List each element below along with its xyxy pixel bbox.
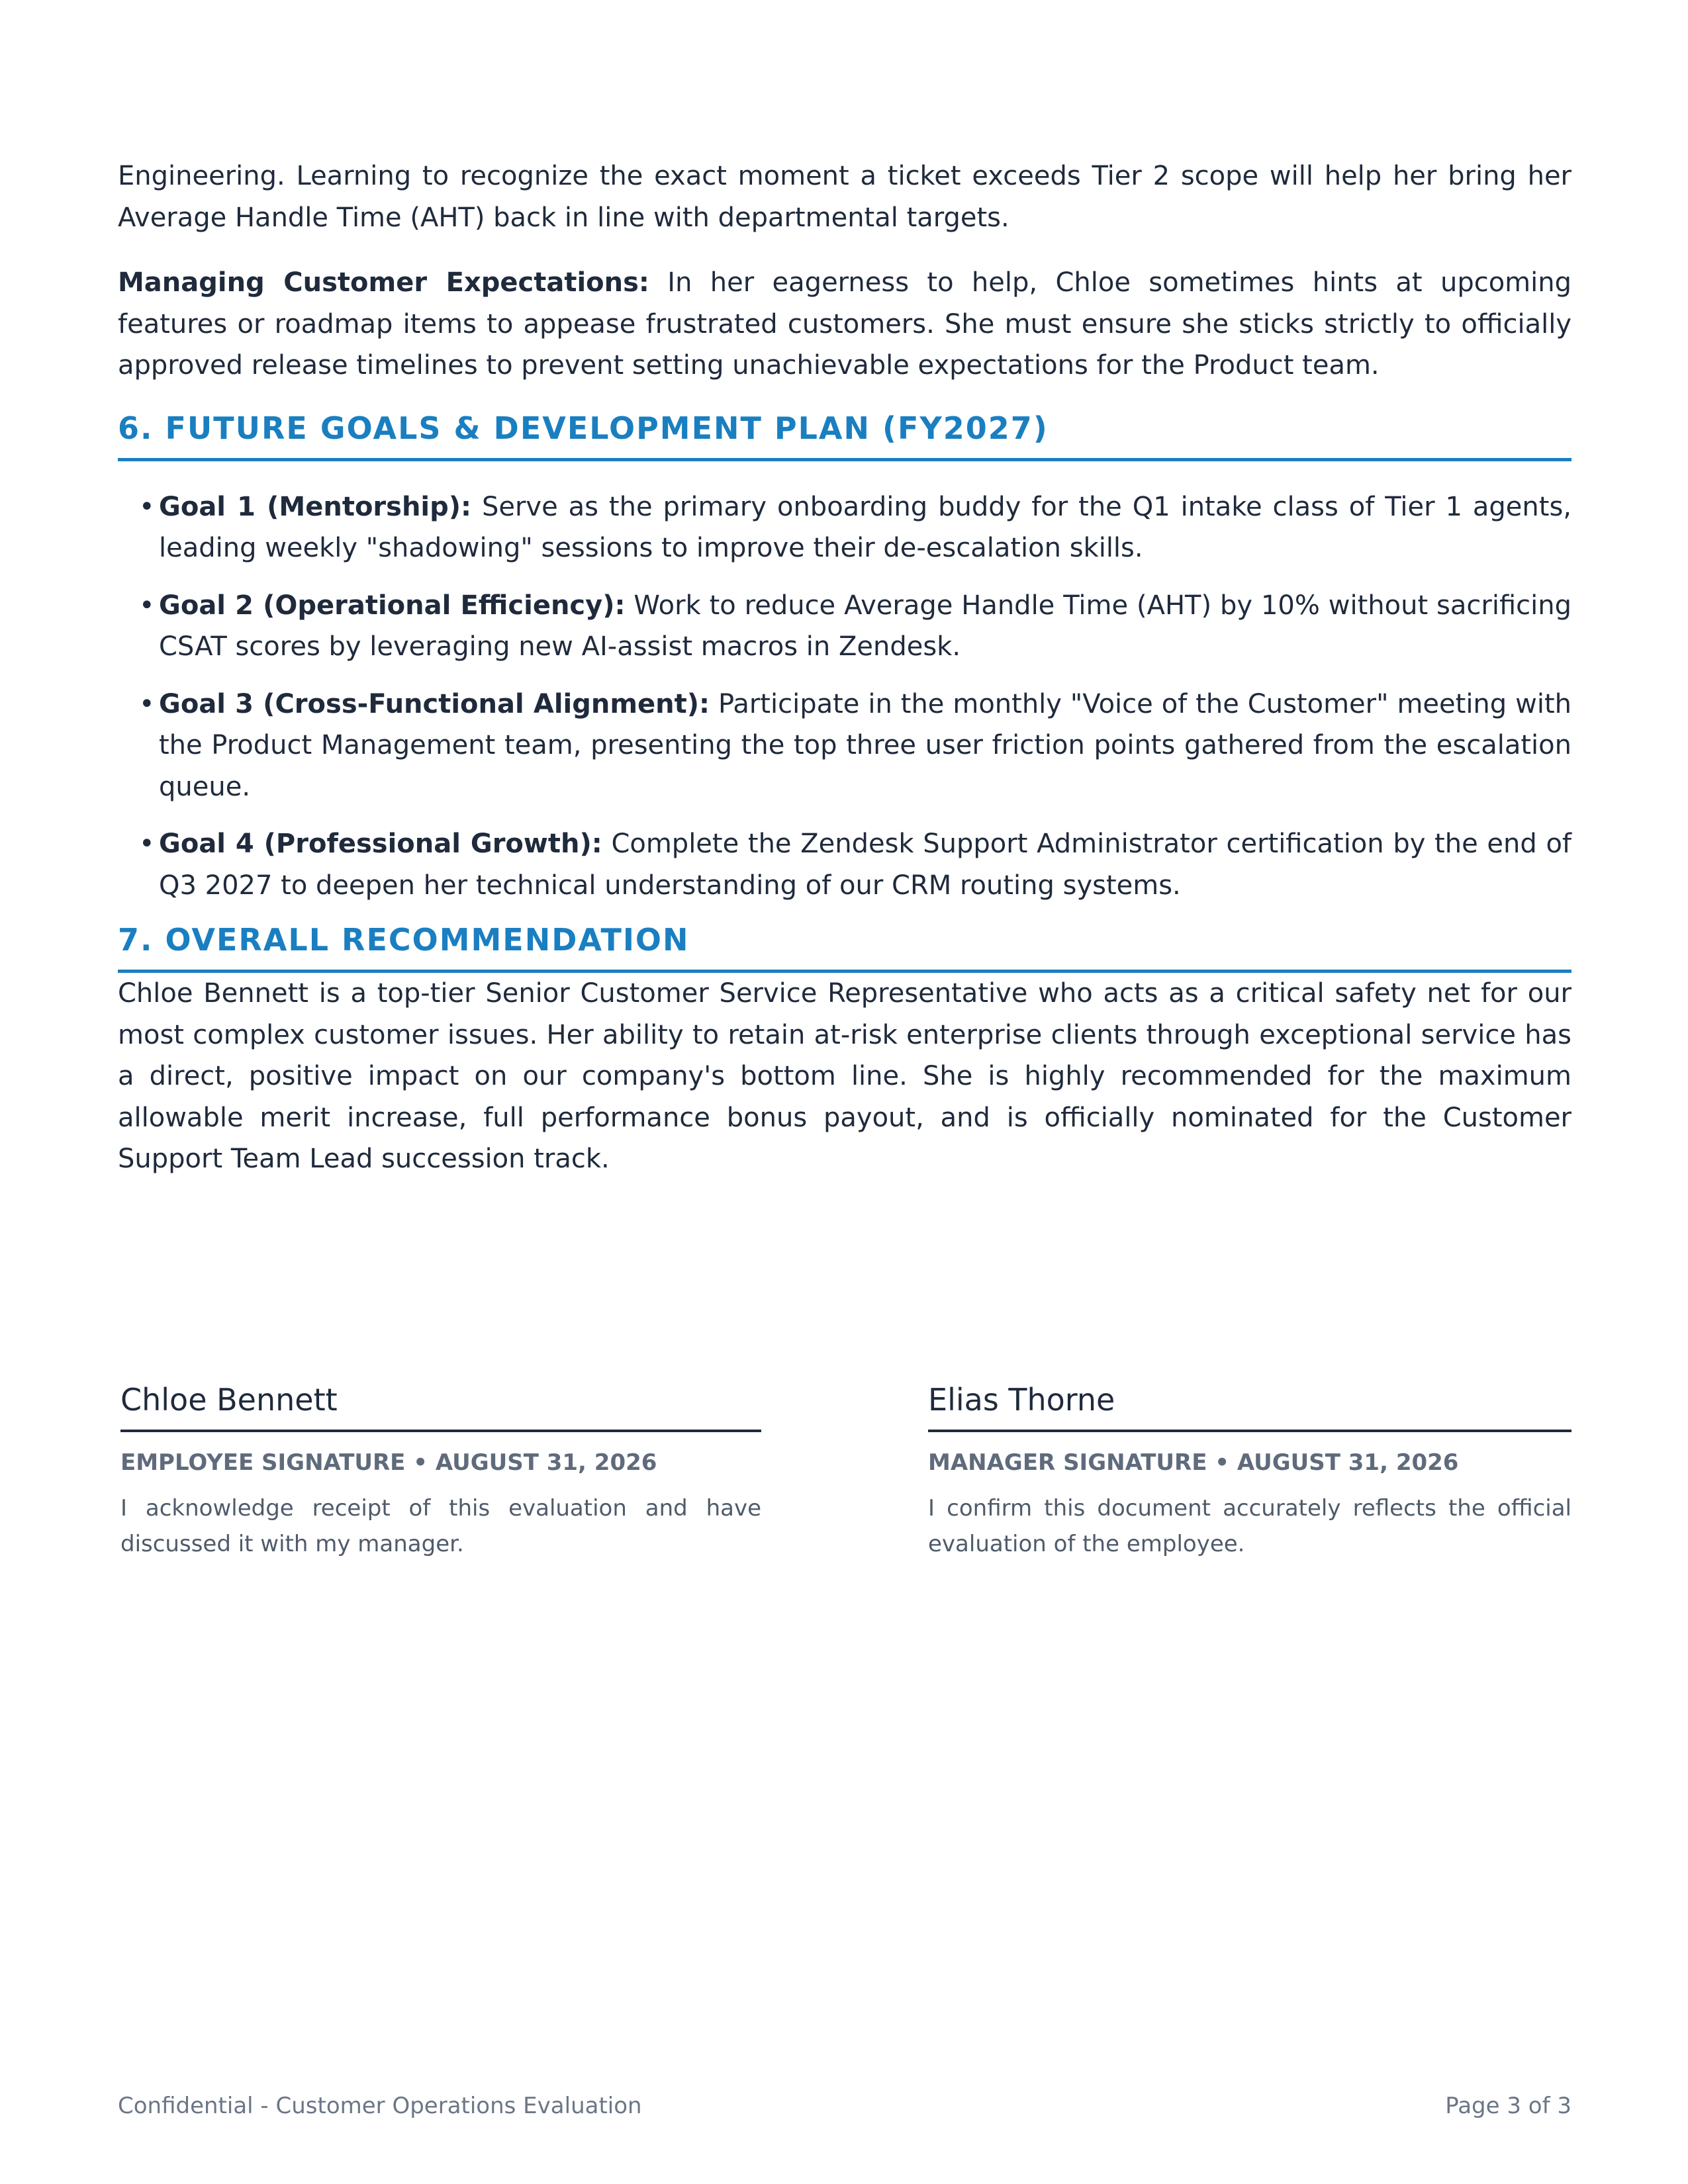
goal-label: Goal 4 (Professional Growth): [159, 829, 602, 859]
paragraph-carryover: Engineering. Learning to recognize the exact moment a ticket exceeds Tier 2 scope will help her bring her Average Handle Time (AHT) back in line with departmental targets. [118, 161, 1571, 233]
manager-signature-note: I confirm this document accurately reflects the official evaluation of the employee. [928, 1495, 1571, 1557]
goal-text: Serve as the primary onboarding buddy for the Q1 intake class of Tier 1 agents, leading weekly "shadowing" sessions to improve their de-escalation skills. [159, 491, 1572, 563]
goal-text: Complete the Zendesk Support Administrator certification by the end of Q3 2027 to deepen her technical understanding of our CRM routing systems. [159, 829, 1571, 901]
goals-list [118, 486, 1571, 907]
section-heading-overall-recommendation: 7. OVERALL RECOMMENDATION [118, 922, 1571, 973]
goal-label: Goal 3 (Cross-Functional Alignment): [159, 688, 710, 719]
paragraph-text: In her eagerness to help, Chloe sometimes hints at upcoming features or roadmap items to appease frustrated customers. She must ensure she sticks strictly to officially approved release timelines to prevent setting unachievable expectations for the Product team. [118, 267, 1571, 381]
goal-item [118, 486, 1571, 569]
paragraph-recommendation: Chloe Bennett is a top-tier Senior Customer Service Representative who acts as a critical safety net for our most complex customer issues. Her ability to retain at-risk enterprise clients through exceptional service has a direct, positive impact on our company's bottom line. She is highly recommended for the maximum allowable merit increase, full performance bonus payout, and is officially nominated for the Customer Support Team Lead succession track. [118, 978, 1571, 1174]
manager-signature-caption: MANAGER SIGNATURE • AUGUST 31, 2026 [928, 1449, 1459, 1476]
bullet-icon: • [139, 688, 155, 719]
document-body [118, 156, 1571, 1204]
paragraph-managing-expectations [118, 262, 1571, 387]
goal-label: Goal 1 (Mentorship): [159, 491, 472, 522]
manager-signature [928, 1377, 1571, 1562]
bullet-icon: • [139, 590, 155, 621]
goal-text: Participate in the monthly "Voice of the Customer" meeting with the Product Management team, presenting the top three user friction points gathered from the escalation queue. [159, 688, 1571, 802]
goal-item [118, 585, 1571, 668]
goal-label: Goal 2 (Operational Efficiency): [159, 590, 626, 621]
footer-page-number: Page 3 of 3 [1445, 2093, 1571, 2119]
paragraph-label: Managing Customer Expectations: [118, 267, 649, 298]
employee-signature-name: Chloe Bennett [120, 1377, 761, 1432]
footer-confidential: Confidential - Customer Operations Evaluation [118, 2093, 642, 2119]
goal-item [118, 823, 1571, 906]
employee-signature [120, 1377, 761, 1562]
signature-block [120, 1377, 1574, 1595]
bullet-icon: • [139, 491, 155, 522]
goal-text: Work to reduce Average Handle Time (AHT) by 10% without sacrificing CSAT scores by leveraging new AI-assist macros in Zendesk. [159, 590, 1571, 662]
page-footer [118, 2093, 1571, 2119]
manager-signature-name: Elias Thorne [928, 1377, 1571, 1432]
goal-item [118, 684, 1571, 808]
section-heading-future-goals: 6. FUTURE GOALS & DEVELOPMENT PLAN (FY2027) [118, 410, 1571, 461]
bullet-icon: • [139, 829, 155, 859]
employee-signature-note: I acknowledge receipt of this evaluation and have discussed it with my manager. [120, 1495, 761, 1557]
employee-signature-caption: EMPLOYEE SIGNATURE • AUGUST 31, 2026 [120, 1449, 657, 1476]
